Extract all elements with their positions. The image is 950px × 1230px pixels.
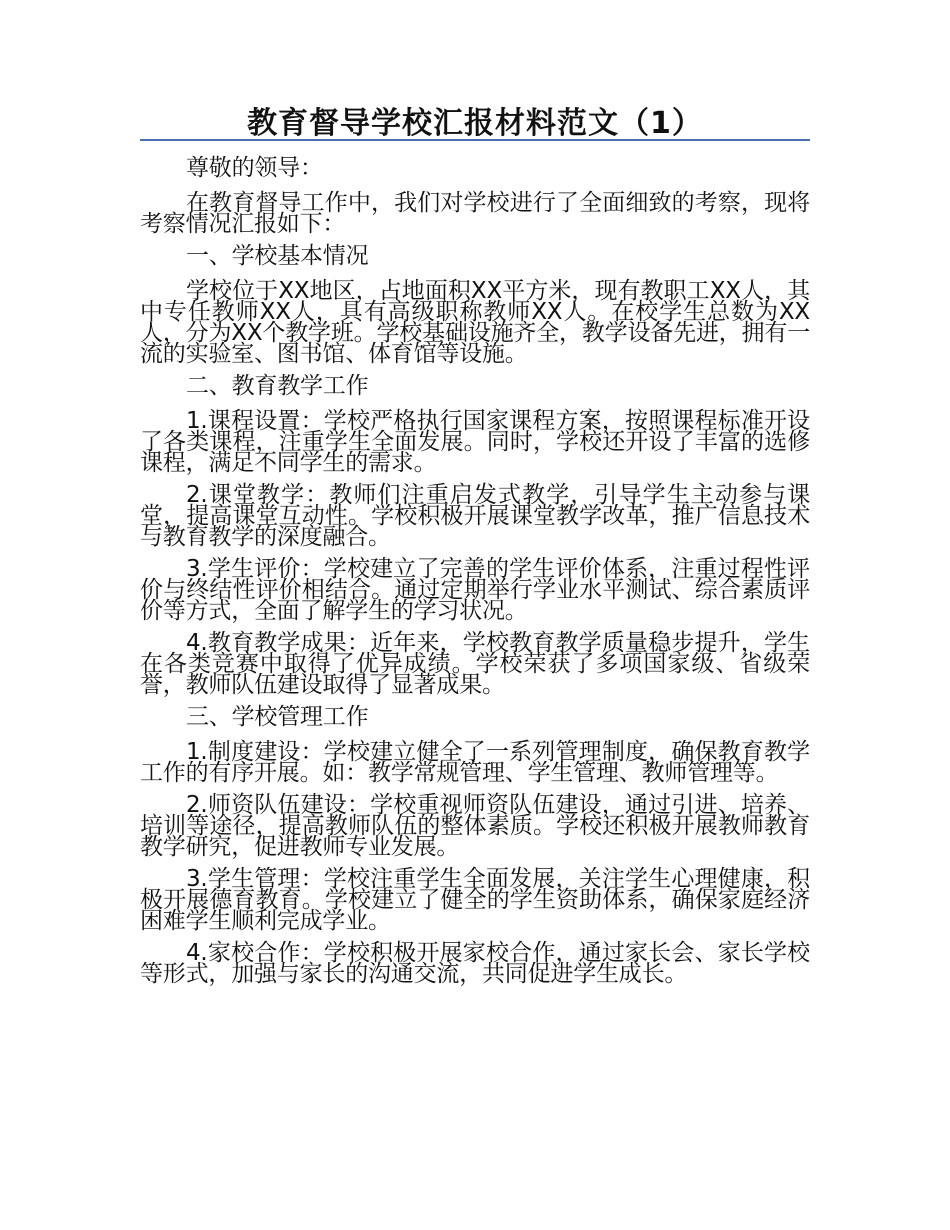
teaching-item-curriculum: 1.课程设置：学校严格执行国家课程方案，按照课程标准开设了各类课程，注重学生全面发展。同时，学校还开设了丰富的选修课程，满足不同学生的需求。 [140,408,810,476]
management-item-students: 3.学生管理：学校注重学生全面发展，关注学生心理健康，积极开展德育教育。学校建立了健全的学生资助体系，确保家庭经济困难学生顺利完成学业。 [140,866,810,934]
title-underline [140,139,810,141]
teaching-item-achievements: 4.教育教学成果：近年来，学校教育教学质量稳步提升，学生在各类竞赛中取得了优异成绩。学校荣获了多项国家级、省级荣誉，教师队伍建设取得了显著成果。 [140,630,810,698]
section-heading-basic-info: 一、学校基本情况 [186,243,369,269]
management-item-systems: 1.制度建设：学校建立健全了一系列管理制度，确保教育教学工作的有序开展。如：教学常规管理、学生管理、教师管理等。 [140,739,810,786]
section-heading-teaching: 二、教育教学工作 [186,373,369,399]
section-heading-management: 三、学校管理工作 [186,704,369,730]
teaching-item-classroom: 2.课堂教学：教师们注重启发式教学，引导学生主动参与课堂，提高课堂互动性。学校积极开展课堂教学改革，推广信息技术与教育教学的深度融合。 [140,482,810,550]
management-item-staff: 2.师资队伍建设：学校重视师资队伍建设，通过引进、培养、培训等途径，提高教师队伍的整体素质。学校还积极开展教师教育教学研究，促进教师专业发展。 [140,792,810,860]
document-title: 教育督导学校汇报材料范文（1） [247,106,703,141]
intro-paragraph: 在教育督导工作中，我们对学校进行了全面细致的考察，现将考察情况汇报如下： [140,190,810,237]
basic-info-paragraph: 学校位于XX地区，占地面积XX平方米，现有教职工XX人，其中专任教师XX人，具有高级职称教师XX人。在校学生总数为XX人，分为XX个教学班。学校基础设施齐全，教学设备先进，拥有一流的实验室、图书馆、体育馆等设施。 [140,278,810,367]
salutation: 尊敬的领导： [186,155,323,181]
teaching-item-evaluation: 3.学生评价：学校建立了完善的学生评价体系，注重过程性评价与终结性评价相结合。通过定期举行学业水平测试、综合素质评价等方式，全面了解学生的学习状况。 [140,556,810,624]
document-body [140,155,810,996]
management-item-home-school: 4.家校合作：学校积极开展家校合作，通过家长会、家长学校等形式，加强与家长的沟通交流，共同促进学生成长。 [140,940,810,987]
